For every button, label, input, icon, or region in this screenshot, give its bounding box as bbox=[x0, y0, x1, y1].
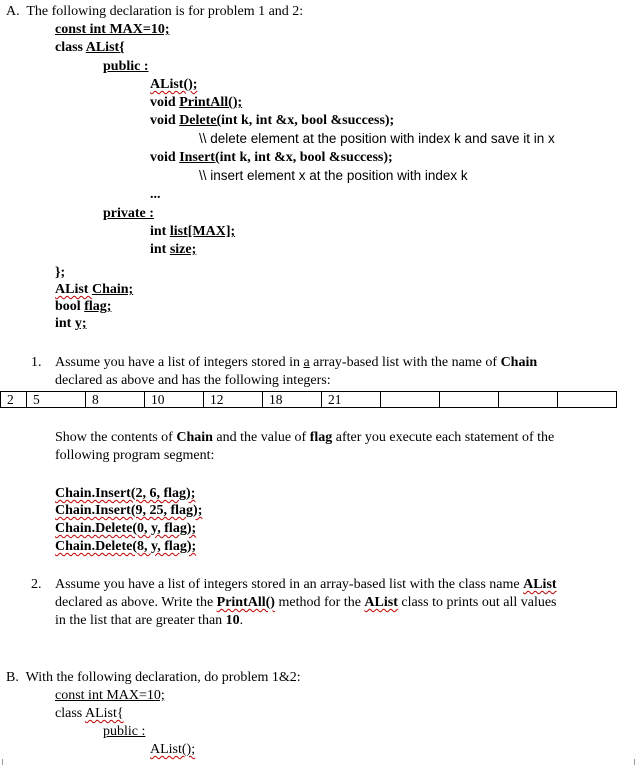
section-b-class-line: class AList{ bbox=[55, 706, 124, 721]
class-close: }; bbox=[55, 265, 66, 280]
delete-comment: \\ delete element at the position with index k and save it in x bbox=[199, 131, 555, 146]
chain-decl: AList Chain; bbox=[55, 282, 134, 297]
problem2-line3: in the list that are greater than 10. bbox=[55, 613, 244, 628]
problem2-line2: declared as above. Write the PrintAll() method for the AList class to prints out all values bbox=[55, 595, 557, 610]
array-cell: 10 bbox=[145, 392, 204, 408]
section-b-constructor: AList(); bbox=[150, 742, 196, 757]
problem2-number: 2. bbox=[31, 577, 42, 592]
insert-comment: \\ insert element x at the position with index k bbox=[199, 168, 468, 183]
class-decl-line: class AList{ bbox=[55, 40, 125, 55]
array-table bbox=[0, 391, 617, 408]
section-a-letter: A. bbox=[6, 4, 20, 19]
array-cell: 21 bbox=[322, 392, 381, 408]
section-a-heading bbox=[6, 3, 303, 20]
statement-line: Chain.Insert(9, 25, flag); bbox=[55, 503, 203, 518]
section-b-public-label: public : bbox=[103, 724, 146, 739]
public-label: public : bbox=[103, 59, 149, 74]
statement-line: Chain.Delete(8, y, flag); bbox=[55, 539, 197, 554]
problem1-number: 1. bbox=[31, 355, 42, 370]
section-b-heading bbox=[6, 669, 301, 686]
problem1-line2: declared as above and has the following integers: bbox=[55, 373, 331, 388]
const-max-line: const int MAX=10; bbox=[55, 22, 170, 37]
array-cell: 5 bbox=[27, 392, 86, 408]
array-row bbox=[1, 392, 617, 408]
list-field: int list[MAX]; bbox=[150, 224, 236, 239]
section-a-heading-text: The following declaration is for problem 1 and 2: bbox=[26, 4, 304, 19]
page-edge-mark-right bbox=[634, 759, 635, 765]
section-b-heading-text: With the following declaration, do problem 1&2: bbox=[25, 670, 301, 685]
private-label: private : bbox=[103, 206, 154, 221]
insert-decl: void Insert(int k, int &x, bool &success); bbox=[150, 150, 393, 165]
array-cell: 8 bbox=[86, 392, 145, 408]
delete-decl: void Delete(int k, int &x, bool &success); bbox=[150, 113, 395, 128]
statement-line: Chain.Delete(0, y, flag); bbox=[55, 521, 197, 536]
array-cell bbox=[558, 392, 617, 408]
array-cell: 18 bbox=[263, 392, 322, 408]
y-decl: int y; bbox=[55, 316, 87, 331]
flag-decl: bool flag; bbox=[55, 299, 112, 314]
problem1-question-line2: following program segment: bbox=[55, 448, 215, 463]
constructor-line: AList(); bbox=[150, 77, 198, 92]
section-b-letter: B. bbox=[6, 670, 19, 685]
problem1-line1: Assume you have a list of integers stored in a array-based list with the name of Chain bbox=[55, 355, 538, 370]
array-cell: 12 bbox=[204, 392, 263, 408]
array-cell bbox=[499, 392, 558, 408]
problem2-line1: Assume you have a list of integers stored in an array-based list with the class name AList bbox=[55, 577, 557, 592]
array-cell bbox=[381, 392, 440, 408]
section-b-const-line: const int MAX=10; bbox=[55, 688, 165, 703]
size-field: int size; bbox=[150, 242, 197, 257]
printall-decl: void PrintAll(); bbox=[150, 95, 243, 110]
array-size-cell: 2 bbox=[1, 392, 27, 408]
problem1-question-line1: Show the contents of Chain and the value of flag after you execute each statement of the bbox=[55, 430, 555, 445]
page-edge-mark-left bbox=[2, 759, 3, 765]
ellipsis: ... bbox=[150, 187, 161, 202]
statement-line: Chain.Insert(2, 6, flag); bbox=[55, 486, 196, 501]
array-cell bbox=[440, 392, 499, 408]
